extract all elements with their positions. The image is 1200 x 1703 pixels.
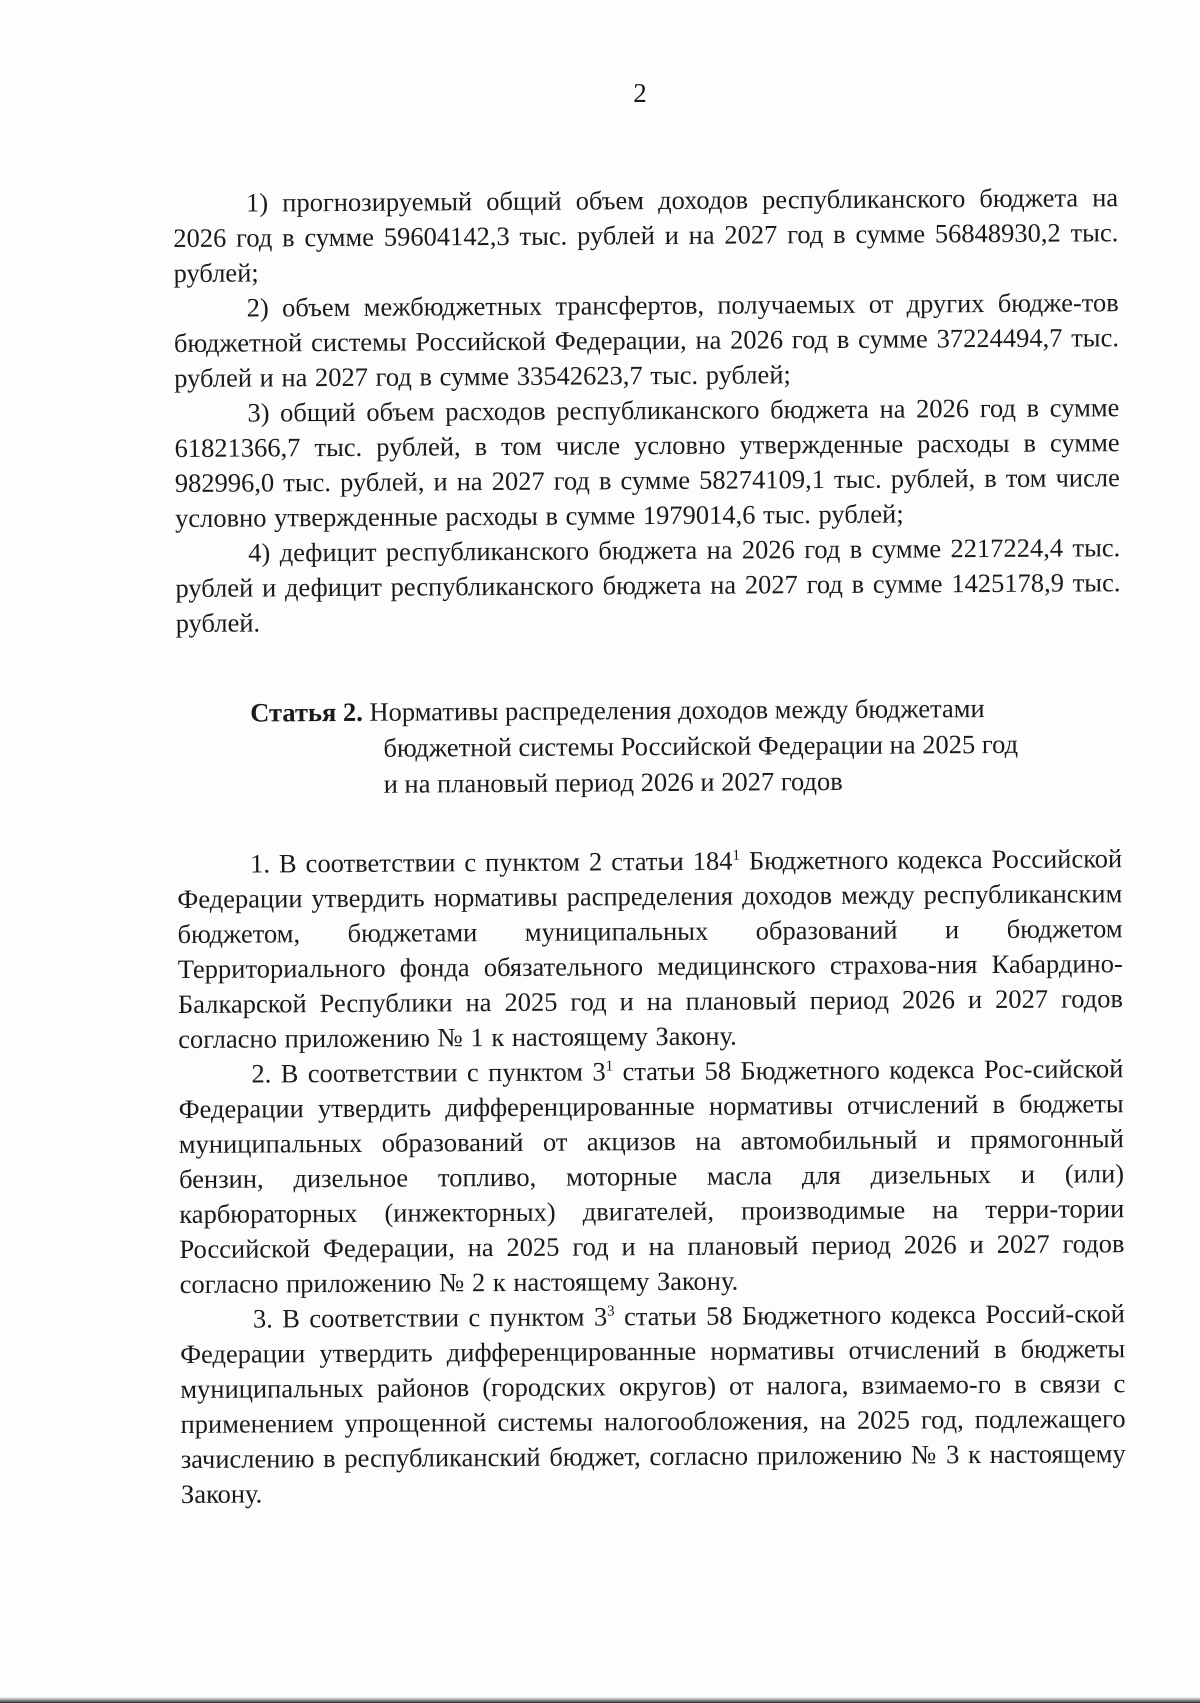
article-heading-first-line	[250, 689, 1121, 730]
clause-1-text-start: 1. В соответствии с пунктом 2 статьи 184	[250, 845, 733, 879]
article-title-line-3: и на плановый период 2026 и 2027 годов	[383, 765, 843, 799]
clause-3	[180, 1296, 1126, 1512]
clause-2-text-end: статьи 58 Бюджетного кодекса Рос-сийской Федерации утвердить дифференцированные нормативы отчислений в бюджеты муниципальных образований от акцизов на автомобильный и прямогонный бензин, дизельное топливо, моторные масла для дизельных и (или) карбюраторных (инжекторных) двигателей, производимые на терри-тории Российской Федерации, на 2025 год и на плановый период 2026 и 2027 годов согласно приложению № 2 к настоящему Закону.	[178, 1053, 1125, 1299]
clause-2-superscript: 1	[605, 1058, 614, 1075]
budget-item-3: 3) общий объем расходов республиканского бюджета на 2026 год в сумме 61821366,7 тыс. рублей, в том числе условно утвержденные расходы в сумме 982996,0 тыс. рублей, и на 2027 год в сумме 58274109,1 тыс. рублей, в том числе условно утвержденные расходы в сумме 1979014,6 тыс. рублей;	[174, 392, 1120, 533]
clause-1-text-end: Бюджетного кодекса Российской Федерации утвердить нормативы распределения доходов между республиканским бюджетом, бюджетами муниципальных образований и бюджетом Территориального фонда обязательного медицинского страхова-ния Кабардино-Балкарской Республики на 2025 год и на плановый период 2026 и 2027 годов согласно приложению № 1 к настоящему Закону.	[177, 843, 1124, 1054]
article-title-line-1: Нормативы распределения доходов между бюджетами	[369, 693, 985, 727]
scan-edge	[0, 1697, 1200, 1703]
article-heading	[250, 689, 1122, 802]
budget-item-4: 4) дефицит республиканского бюджета на 2026 год в сумме 2217224,4 тыс. рублей и дефицит республиканского бюджета на 2027 год в сумме 1425178,9 тыс. рублей.	[175, 532, 1121, 638]
clause-3-text-start: 3. В соответствии с пунктом 3	[252, 1301, 608, 1334]
article-title-line-2: бюджетной системы Российской Федерации на 2025 год	[383, 728, 1019, 763]
budget-item-1: 1) прогнозируемый общий объем доходов республиканского бюджета на 2026 год в сумме 59604142,3 тыс. рублей и на 2027 год в сумме 56848930,2 тыс. рублей;	[173, 182, 1119, 288]
clause-3-text-end: статьи 58 Бюджетного кодекса Россий-ской Федерации утвердить дифференцированные нормативы отчислений в бюджеты муниципальных районов (городских округов) от налога, взимаемо-го в связи с применением упрощенной системы налогообложения, на 2025 год, подлежащего зачислению в республиканский бюджет, согласно приложению № 3 к настоящему Закону.	[180, 1298, 1126, 1509]
clause-2-text-start: 2. В соответствии с пунктом 3	[251, 1056, 606, 1089]
document-body	[173, 180, 1126, 1512]
clause-3-superscript: 3	[607, 1303, 615, 1320]
clause-1	[177, 841, 1123, 1057]
article-label: Статья 2.	[250, 696, 363, 728]
clause-2	[178, 1051, 1124, 1302]
budget-item-2: 2) объем межбюджетных трансфертов, получаемых от других бюдже-тов бюджетной системы Российской Федерации, на 2026 год в сумме 37224494,7 тыс. рублей и на 2027 год в сумме 33542623,7 тыс. рублей;	[173, 287, 1120, 393]
clause-1-superscript: 1	[732, 847, 740, 864]
page-number: 2	[633, 78, 647, 108]
